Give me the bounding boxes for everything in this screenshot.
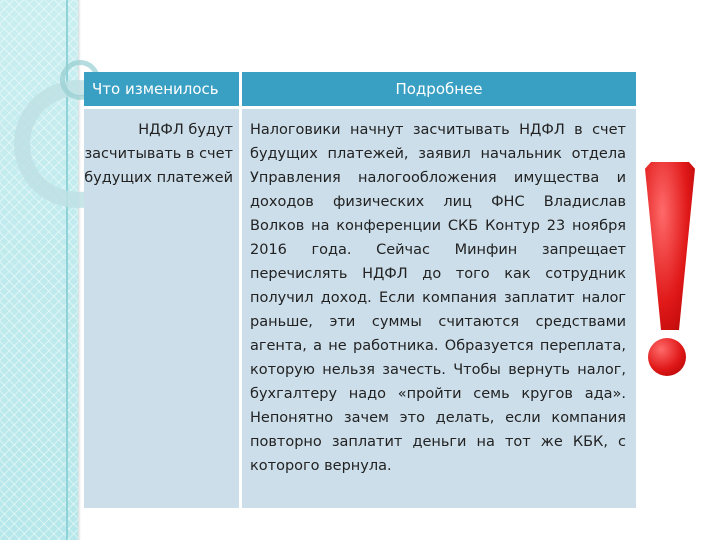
info-table (84, 72, 636, 508)
header-details: Подробнее (242, 72, 636, 106)
column-separator (239, 72, 242, 508)
exclamation-mark-icon (645, 162, 695, 330)
header-what-changed: Что изменилось (84, 72, 239, 106)
details-cell: Налоговики начнут засчитывать НДФЛ в счет будущих платежей, заявил начальник отдела Управления налогообложения имущества и доходов физических лиц ФНС Владислав Волков на конференции СКБ Контур 23 ноября 2016 года. Сейчас Минфин запрещает перечислять НДФЛ до того как сотрудник получил доход. Если компания заплатит налог раньше, эти суммы считаются средствами агента, а не работника. Образуется переплата, которую нельзя зачесть. Чтобы вернуть налог, бухгалтеру надо «пройти семь кругов ада». Непонятно зачем это делать, если компания повторно заплатит деньги на тот же КБК, с которого вернула. (250, 122, 626, 474)
header-separator (84, 106, 636, 109)
exclamation-dot-icon (648, 338, 686, 376)
change-cell: НДФЛ будут засчитывать в счет будущих платежей (84, 122, 233, 186)
